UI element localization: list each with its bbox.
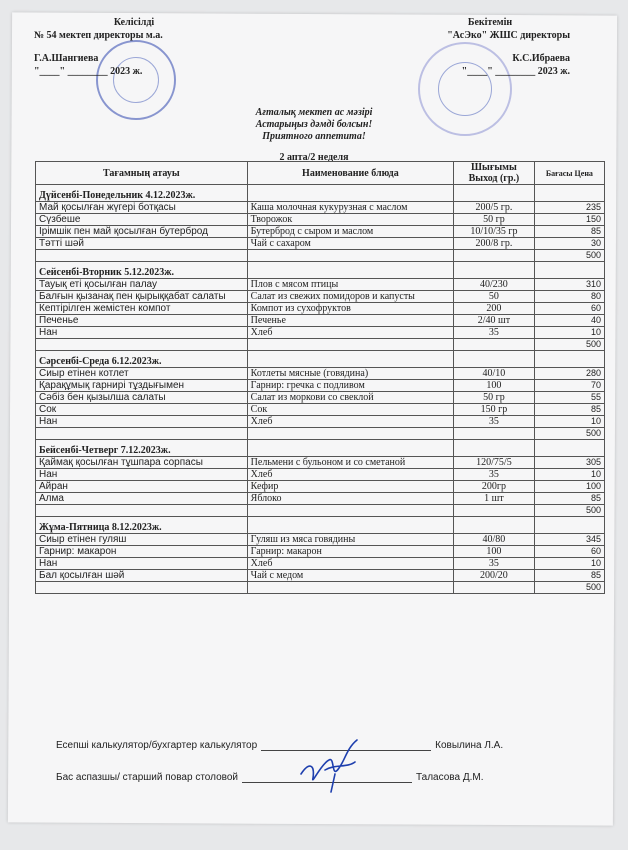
empty-cell	[247, 185, 453, 202]
dish-name-ru: Сок	[247, 404, 453, 416]
dish-output: 50 гр	[454, 214, 535, 226]
table-row	[36, 327, 605, 339]
table-row	[36, 481, 605, 493]
dish-price: 10	[534, 558, 604, 570]
empty-cell	[36, 339, 248, 351]
dish-name-ru: Салат из моркови со свеклой	[247, 392, 453, 404]
total-row	[36, 339, 605, 351]
dish-output: 35	[454, 327, 535, 339]
dish-name-ru: Салат из свежих помидоров и капусты	[247, 291, 453, 303]
dish-price: 80	[534, 291, 604, 303]
dish-price: 10	[534, 469, 604, 481]
dish-name-kz: Бал қосылған шәй	[36, 570, 248, 582]
total-row	[36, 428, 605, 440]
table-row	[36, 493, 605, 505]
table-row	[36, 202, 605, 214]
dish-name-ru: Кефир	[247, 481, 453, 493]
table-row	[36, 291, 605, 303]
accountant-name: Ковылина Л.А.	[435, 740, 504, 751]
table-row	[36, 469, 605, 481]
dish-name-kz: Гарнир: макарон	[36, 546, 248, 558]
dish-name-kz: Алма	[36, 493, 248, 505]
table-row	[36, 315, 605, 327]
day-title: Жұма-Пятница 8.12.2023ж.	[36, 517, 248, 534]
dish-output: 200/20	[454, 570, 535, 582]
dish-name-kz: Печенье	[36, 315, 248, 327]
empty-cell	[454, 582, 535, 594]
empty-cell	[454, 505, 535, 517]
empty-cell	[454, 351, 535, 368]
dish-name-ru: Хлеб	[247, 558, 453, 570]
dish-name-kz: Қарақұмық гарнирі тұздығымен	[36, 380, 248, 392]
agreed-name: Г.А.Шангиева	[34, 53, 99, 64]
dish-name-kz: Нан	[36, 416, 248, 428]
header-price: Бағасы Цена	[534, 162, 604, 185]
empty-cell	[247, 351, 453, 368]
agreed-date: "____" ________ 2023 ж.	[34, 66, 143, 77]
dish-output: 100	[454, 380, 535, 392]
day-title: Сәрсенбі-Среда 6.12.2023ж.	[36, 351, 248, 368]
dish-name-ru: Хлеб	[247, 469, 453, 481]
week-label: 2 апта/2 неделя	[279, 152, 349, 163]
dish-name-ru: Печенье	[247, 315, 453, 327]
dish-name-ru: Гарнир: макарон	[247, 546, 453, 558]
dish-price: 60	[534, 546, 604, 558]
dish-price: 60	[534, 303, 604, 315]
header-name-kz: Тағамның атауы	[36, 162, 248, 185]
table-row	[36, 226, 605, 238]
table-row	[36, 303, 605, 315]
dish-price: 85	[534, 226, 604, 238]
empty-cell	[247, 250, 453, 262]
dish-output: 120/75/5	[454, 457, 535, 469]
approved-name: К.С.Ибраева	[512, 53, 570, 64]
day-header-row	[36, 517, 605, 534]
dish-output: 2/40 шт	[454, 315, 535, 327]
dish-price: 345	[534, 534, 604, 546]
dish-output: 150 гр	[454, 404, 535, 416]
dish-name-ru: Чай с медом	[247, 570, 453, 582]
table-row	[36, 546, 605, 558]
empty-cell	[247, 440, 453, 457]
dish-price: 310	[534, 279, 604, 291]
dish-name-kz: Сок	[36, 404, 248, 416]
table-row	[36, 279, 605, 291]
cook-label: Бас аспазшы/ старший повар столовой	[56, 772, 238, 783]
dish-price: 280	[534, 368, 604, 380]
dish-name-ru: Пельмени с бульоном и со сметаной	[247, 457, 453, 469]
dish-price: 85	[534, 404, 604, 416]
dish-price: 55	[534, 392, 604, 404]
empty-cell	[534, 262, 604, 279]
day-header-row	[36, 351, 605, 368]
dish-price: 100	[534, 481, 604, 493]
day-title: Сейсенбі-Вторник 5.12.2023ж.	[36, 262, 248, 279]
accountant-signature-line	[56, 740, 503, 751]
dish-output: 10/10/35 гр	[454, 226, 535, 238]
dish-output: 40/230	[454, 279, 535, 291]
dish-name-ru: Гуляш из мяса говядины	[247, 534, 453, 546]
day-total: 500	[534, 582, 604, 594]
empty-cell	[247, 582, 453, 594]
menu-body	[36, 185, 605, 594]
approved-date: "____" ________ 2023 ж.	[461, 66, 570, 77]
approved-position: "АсЭко" ЖШС директоры	[447, 30, 570, 41]
dish-price: 40	[534, 315, 604, 327]
dish-output: 1 шт	[454, 493, 535, 505]
approval-left	[34, 16, 214, 78]
table-row	[36, 368, 605, 380]
empty-cell	[36, 505, 248, 517]
dish-name-kz: Сиыр етінен котлет	[36, 368, 248, 380]
empty-cell	[36, 428, 248, 440]
table-header-row	[36, 162, 605, 185]
total-row	[36, 250, 605, 262]
day-header-row	[36, 440, 605, 457]
agreed-label: Келісілді	[113, 17, 155, 28]
dish-name-kz: Сәбіз бен қызылша салаты	[36, 392, 248, 404]
cook-signature-line	[56, 772, 484, 783]
agreed-position: № 54 мектеп директоры м.а.	[34, 30, 163, 41]
dish-name-kz: Кептірілген жемістен компот	[36, 303, 248, 315]
dish-output: 50 гр	[454, 392, 535, 404]
empty-cell	[454, 440, 535, 457]
day-header-row	[36, 185, 605, 202]
dish-name-ru: Каша молочная кукурузная с маслом	[247, 202, 453, 214]
dish-output: 200гр	[454, 481, 535, 493]
dish-price: 10	[534, 416, 604, 428]
dish-output: 35	[454, 558, 535, 570]
dish-output: 40/10	[454, 368, 535, 380]
approval-right	[400, 16, 570, 78]
table-row	[36, 457, 605, 469]
empty-cell	[247, 262, 453, 279]
dish-price: 85	[534, 493, 604, 505]
dish-output: 35	[454, 416, 535, 428]
dish-output: 200/8 гр.	[454, 238, 535, 250]
table-row	[36, 214, 605, 226]
dish-name-kz: Сиыр етінен гуляш	[36, 534, 248, 546]
table-row	[36, 404, 605, 416]
dish-name-kz: Тауық еті қосылған палау	[36, 279, 248, 291]
table-row	[36, 534, 605, 546]
title-line-1: Ағталық мектеп ас мәзірі	[255, 107, 373, 118]
dish-name-ru: Компот из сухофруктов	[247, 303, 453, 315]
dish-name-ru: Хлеб	[247, 416, 453, 428]
dish-price: 235	[534, 202, 604, 214]
header-output: Шығымы Выход (гр.)	[454, 162, 535, 185]
dish-name-kz: Сүзбеше	[36, 214, 248, 226]
table-row	[36, 558, 605, 570]
approved-label: Бекітемін	[467, 17, 513, 28]
dish-price: 70	[534, 380, 604, 392]
dish-name-kz: Нан	[36, 558, 248, 570]
dish-name-ru: Чай с сахаром	[247, 238, 453, 250]
empty-cell	[534, 517, 604, 534]
dish-name-kz: Нан	[36, 469, 248, 481]
dish-output: 35	[454, 469, 535, 481]
dish-price: 30	[534, 238, 604, 250]
empty-cell	[454, 262, 535, 279]
dish-output: 40/80	[454, 534, 535, 546]
table-row	[36, 238, 605, 250]
dish-name-kz: Айран	[36, 481, 248, 493]
dish-output: 200/5 гр.	[454, 202, 535, 214]
dish-name-ru: Творожок	[247, 214, 453, 226]
dish-output: 100	[454, 546, 535, 558]
dish-name-ru: Яблоко	[247, 493, 453, 505]
dish-name-ru: Плов с мясом птицы	[247, 279, 453, 291]
dish-output: 50	[454, 291, 535, 303]
handwritten-signature-icon	[295, 734, 365, 794]
empty-cell	[36, 582, 248, 594]
header-name-ru: Наименование блюда	[247, 162, 453, 185]
dish-output: 200	[454, 303, 535, 315]
dish-name-kz: Қаймақ қосылған тұшпара сорпасы	[36, 457, 248, 469]
dish-name-ru: Бутерброд с сыром и маслом	[247, 226, 453, 238]
empty-cell	[534, 351, 604, 368]
accountant-label: Есепші калькулятор/бухгартер калькулятор	[56, 740, 258, 751]
title-line-3: Приятного аппетита!	[262, 131, 366, 142]
empty-cell	[454, 428, 535, 440]
cook-name: Таласова Д.М.	[416, 772, 484, 783]
empty-cell	[36, 250, 248, 262]
empty-cell	[247, 517, 453, 534]
day-title: Дүйсенбі-Понедельник 4.12.2023ж.	[36, 185, 248, 202]
dish-name-kz: Тәтті шәй	[36, 238, 248, 250]
empty-cell	[247, 428, 453, 440]
dish-name-ru: Гарнир: гречка с подливом	[247, 380, 453, 392]
dish-name-ru: Хлеб	[247, 327, 453, 339]
empty-cell	[534, 440, 604, 457]
dish-price: 85	[534, 570, 604, 582]
total-row	[36, 505, 605, 517]
dish-price: 10	[534, 327, 604, 339]
total-row	[36, 582, 605, 594]
dish-name-kz: Ірімшік пен май қосылған бутерброд	[36, 226, 248, 238]
table-row	[36, 416, 605, 428]
day-total: 500	[534, 250, 604, 262]
empty-cell	[454, 250, 535, 262]
menu-table	[35, 161, 605, 594]
title-line-2: Астарыңыз дәмді болсын!	[255, 119, 373, 130]
day-total: 500	[534, 339, 604, 351]
dish-name-kz: Нан	[36, 327, 248, 339]
empty-cell	[534, 185, 604, 202]
empty-cell	[454, 339, 535, 351]
day-header-row	[36, 262, 605, 279]
dish-name-ru: Котлеты мясные (говядина)	[247, 368, 453, 380]
empty-cell	[247, 505, 453, 517]
menu-titles	[0, 107, 628, 143]
day-total: 500	[534, 428, 604, 440]
table-row	[36, 570, 605, 582]
empty-cell	[454, 185, 535, 202]
day-title: Бейсенбі-Четверг 7.12.2023ж.	[36, 440, 248, 457]
empty-cell	[247, 339, 453, 351]
dish-name-kz: Балғын қызанақ пен қырыққабат салаты	[36, 291, 248, 303]
table-row	[36, 380, 605, 392]
dish-price: 150	[534, 214, 604, 226]
table-row	[36, 392, 605, 404]
dish-name-kz: Май қосылған жүгері ботқасы	[36, 202, 248, 214]
dish-price: 305	[534, 457, 604, 469]
empty-cell	[454, 517, 535, 534]
day-total: 500	[534, 505, 604, 517]
